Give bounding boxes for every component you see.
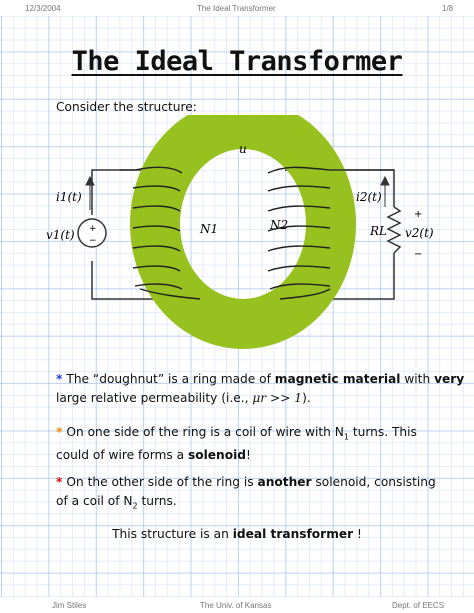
intro-text: Consider the structure: [56,100,197,114]
header-date: 12/3/2004 [25,4,61,13]
bullet-text: ). [302,391,311,405]
load-resistor [388,207,400,253]
header-title: The Ideal Transformer [197,4,276,13]
bullet-emphasis: solenoid [187,448,246,463]
conclusion-part: ! [353,527,362,541]
bullet-emphasis: magnetic material [274,372,401,386]
bullet-star: * [56,425,63,439]
bullet-text: with [400,372,435,386]
current-i1-label: i1(t) [56,190,82,204]
source-plus-sign: + [89,224,97,234]
conclusion-text [0,525,474,544]
bullet-text: On one side of the ring is a coil of wire with N [66,425,344,439]
header-page-number: 1/8 [442,4,454,13]
page-title: The Ideal Transformer [71,46,403,77]
bullet-text: The “doughnut” is a ring made of [66,372,275,386]
bullet-text: large relative permeability (i.e., [56,391,253,405]
bullet-text: On the other side of the ring is [66,475,258,489]
subscript: 2 [132,501,138,511]
source-minus-sign: − [89,236,97,246]
footer-department: Dept. of EECS [392,601,445,610]
source-voltage-label: v1(t) [46,228,75,242]
transformer-diagram [0,115,474,375]
subscript: 1 [343,432,349,442]
page-footer [0,597,474,613]
turns-n2-label: N2 [270,218,289,232]
output-voltage-label: v2(t) [405,226,434,240]
bullet-emphasis: very [434,372,465,386]
turns-n1-label: N1 [200,222,219,236]
footer-author: Jim Stiles [52,601,87,610]
bullet-secondary-coil [56,473,436,515]
bullet-text: turns. [137,494,177,508]
current-arrow-1-head [86,177,94,185]
conclusion-part: This structure is an [112,527,233,541]
current-i2-label: i2(t) [356,190,382,204]
current-arrow-2-head [381,177,389,185]
bullet-text: solenoid, consisting [311,475,436,489]
load-resistor-label: RL [370,224,388,238]
footer-university: The Univ. of Kansas [200,601,272,610]
output-plus-sign: + [414,209,423,220]
output-minus-sign: − [414,249,423,260]
conclusion-emphasis: ideal transformer [232,527,354,541]
bullet-text: ! [245,448,251,463]
bullet-text: could of wire forms a [56,448,188,463]
permeability-expression: μr >> 1 [252,391,303,405]
page-header [0,0,474,16]
bullet-text: turns. This [348,425,417,439]
bullet-doughnut [56,370,464,408]
core-permeability-label: u [239,142,247,156]
bullet-star: * [56,372,63,386]
bullet-star: * [56,475,63,489]
bullet-text: of a coil of N [56,494,133,508]
bullet-emphasis: another [257,475,312,489]
bullet-primary-coil [56,423,417,465]
